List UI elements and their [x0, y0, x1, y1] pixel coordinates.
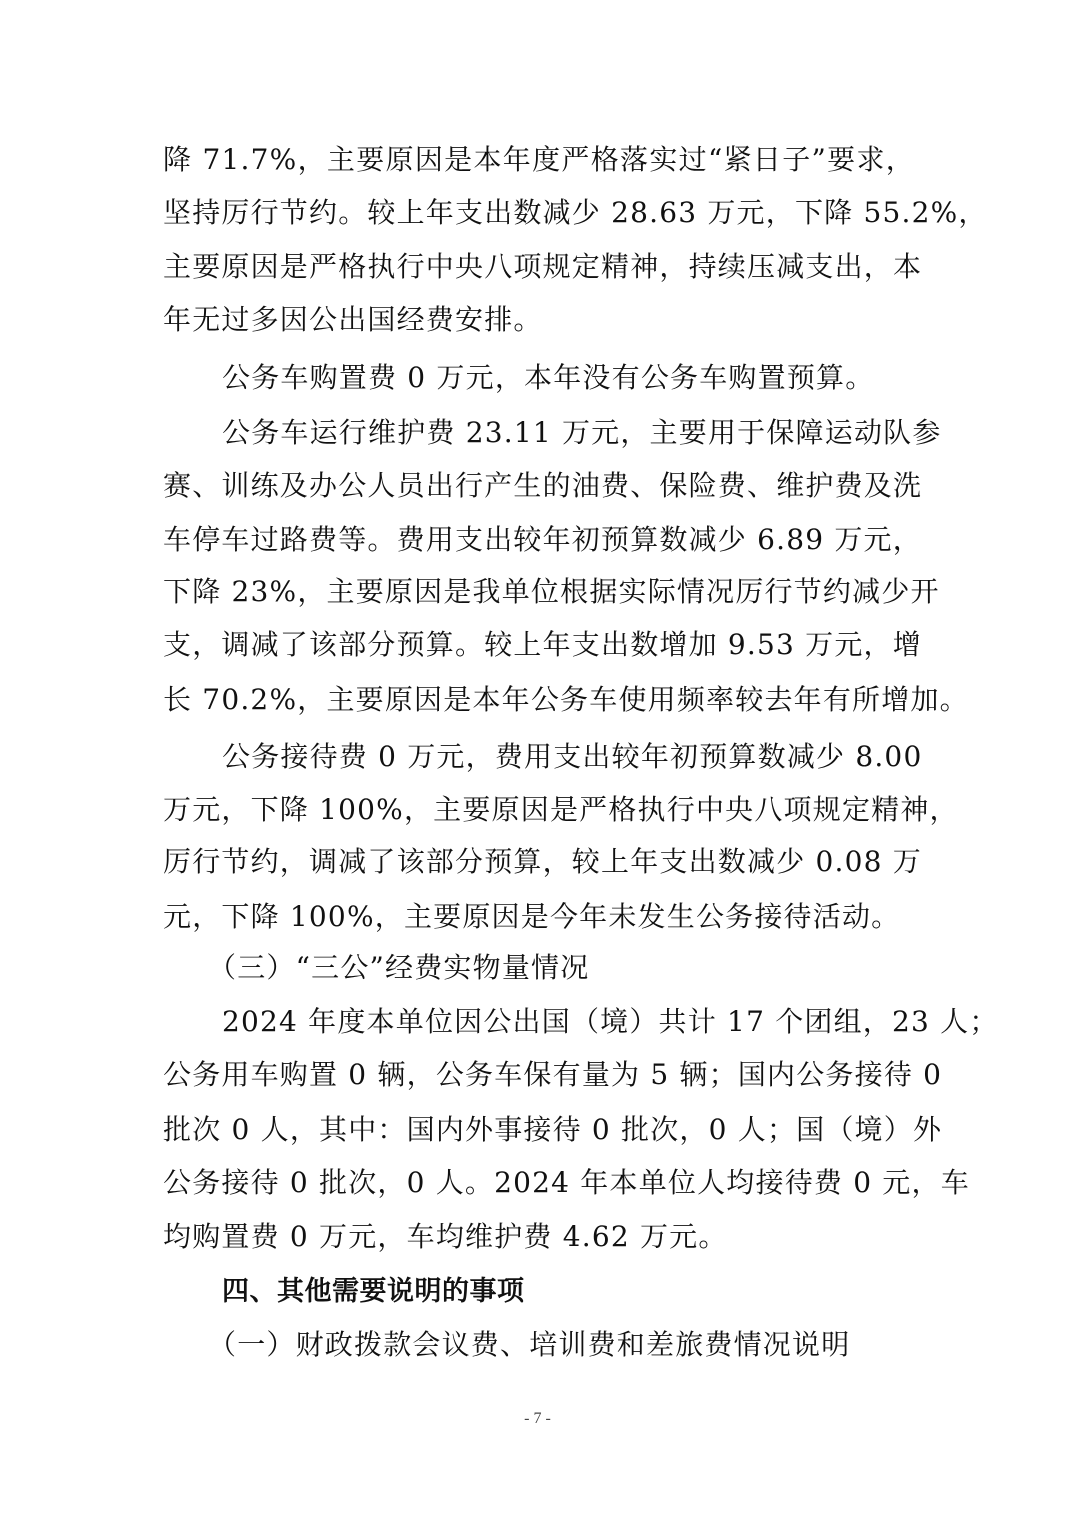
- paragraph-line: 元，下降 100%，主要原因是今年未发生公务接待活动。: [163, 900, 901, 933]
- paragraph-line: 万元，下降 100%，主要原因是严格执行中央八项规定精神，: [163, 793, 959, 826]
- paragraph-line: 赛、训练及办公人员出行产生的油费、保险费、维护费及洗: [163, 469, 923, 502]
- paragraph-vehicle-purchase: 公务车购置费 0 万元，本年没有公务车购置预算。: [222, 361, 875, 394]
- paragraph-line: 2024 年度本单位因公出国（境）共计 17 个团组，23 人；: [222, 1005, 999, 1038]
- paragraph-line: 公务接待 0 批次，0 人。2024 年本单位人均接待费 0 元，车: [163, 1166, 970, 1199]
- paragraph-line: 公务接待费 0 万元，费用支出较年初预算数减少 8.00: [222, 740, 923, 773]
- paragraph-line: 降 71.7%，主要原因是本年度严格落实过“紧日子”要求，: [163, 143, 915, 176]
- paragraph-line: 批次 0 人，其中：国内外事接待 0 批次，0 人；国（境）外: [163, 1113, 943, 1146]
- paragraph-line: 长 70.2%，主要原因是本年公务车使用频率较去年有所增加。: [163, 683, 969, 716]
- paragraph-line: 下降 23%，主要原因是我单位根据实际情况厉行节约减少开: [163, 575, 940, 608]
- paragraph-line: 车停车过路费等。费用支出较年初预算数减少 6.89 万元，: [163, 523, 922, 556]
- page-number: - 7 -: [524, 1410, 551, 1427]
- paragraph-line: 厉行节约，调减了该部分预算，较上年支出数减少 0.08 万: [163, 845, 922, 878]
- paragraph-line: 均购置费 0 万元，车均维护费 4.62 万元。: [163, 1220, 728, 1253]
- section-subheading: （一）财政拨款会议费、培训费和差旅费情况说明: [208, 1328, 851, 1361]
- paragraph-line: 公务车运行维护费 23.11 万元，主要用于保障运动队参: [222, 416, 942, 449]
- section-heading: 四、其他需要说明的事项: [222, 1276, 525, 1307]
- section-subheading: （三）“三公”经费实物量情况: [208, 951, 590, 984]
- paragraph-line: 坚持厉行节约。较上年支出数减少 28.63 万元，下降 55.2%，: [163, 196, 988, 229]
- paragraph-line: 支，调减了该部分预算。较上年支出数增加 9.53 万元，增: [163, 628, 922, 661]
- paragraph-line: 公务用车购置 0 辆，公务车保有量为 5 辆；国内公务接待 0: [163, 1058, 943, 1091]
- paragraph-line: 主要原因是严格执行中央八项规定精神，持续压减支出，本: [163, 250, 923, 283]
- paragraph-line: 年无过多因公出国经费安排。: [163, 303, 543, 336]
